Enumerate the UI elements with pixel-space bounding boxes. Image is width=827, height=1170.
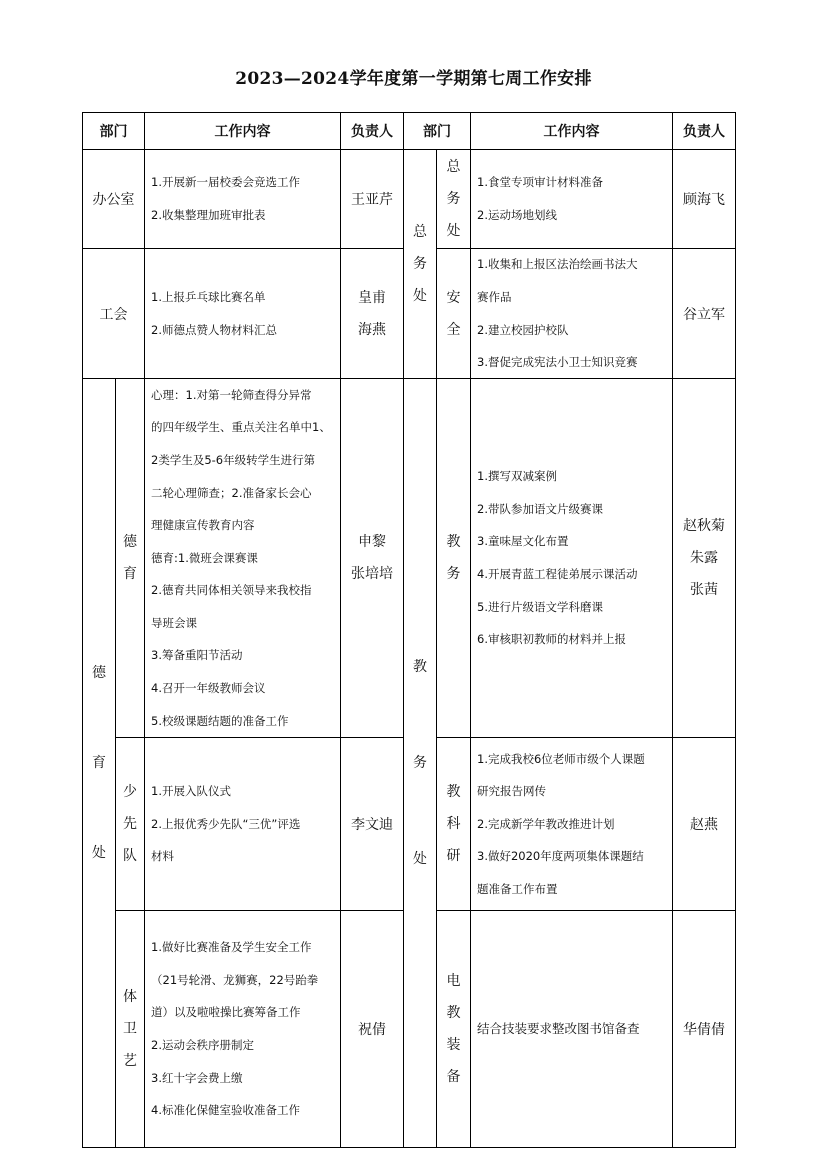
content-line: 的四年级学生、重点关注名单中1、 bbox=[151, 420, 331, 435]
content-line: 3.红十字会费上缴 bbox=[151, 1070, 243, 1085]
person-name: 申黎 bbox=[358, 534, 386, 550]
content-line: 4.开展青蓝工程徒弟展示课活动 bbox=[477, 567, 638, 581]
av-content bbox=[470, 910, 673, 1148]
sub-char: 电 bbox=[446, 973, 461, 989]
sub-char: 体 bbox=[123, 989, 137, 1005]
person-name: 朱露 bbox=[690, 550, 718, 566]
sub-char: 安 bbox=[446, 289, 461, 306]
dept-char: 总 bbox=[413, 224, 427, 240]
sub-safety bbox=[436, 248, 471, 379]
dept-char: 务 bbox=[413, 256, 427, 272]
moral-content bbox=[144, 378, 341, 738]
sub-char: 队 bbox=[123, 848, 137, 864]
dept-char: 处 bbox=[413, 851, 427, 867]
safety-content bbox=[470, 248, 673, 379]
content-line: 1.收集和上报区法治绘画书法大 bbox=[477, 257, 638, 272]
dept-academic-affairs bbox=[403, 378, 437, 1148]
content-line: 2类学生及5-6年级转学生进行第 bbox=[151, 452, 316, 467]
pe-arts-person: 祝倩 bbox=[340, 910, 404, 1148]
content-line: 1.完成我校6位老师市级个人课题 bbox=[477, 751, 645, 766]
academic-content bbox=[470, 378, 673, 738]
sub-char: 教 bbox=[446, 534, 461, 550]
content-line: 理健康宣传教育内容 bbox=[151, 518, 255, 533]
union-content bbox=[144, 248, 341, 379]
content-line: 道）以及啦啦操比赛筹备工作 bbox=[151, 1005, 301, 1020]
content-line: 材料 bbox=[151, 849, 174, 864]
content-line: 2.德育共同体相关领导来我校指 bbox=[151, 583, 312, 598]
sub-char: 科 bbox=[446, 816, 461, 832]
general-content bbox=[470, 149, 673, 249]
sub-char: 德 bbox=[123, 534, 137, 550]
person-name: 张培培 bbox=[351, 566, 393, 582]
sub-char: 务 bbox=[446, 191, 461, 207]
content-line: 题准备工作布置 bbox=[477, 881, 558, 896]
general-person: 顾海飞 bbox=[672, 149, 736, 249]
person-name: 张茜 bbox=[690, 582, 718, 598]
person-name: 海燕 bbox=[358, 321, 386, 338]
sub-char: 全 bbox=[446, 321, 461, 338]
content-line: 2.运动场地划线 bbox=[477, 208, 557, 222]
content-line: 4.标准化保健室验收准备工作 bbox=[151, 1103, 300, 1118]
sub-general-affairs bbox=[436, 149, 471, 249]
sub-char: 少 bbox=[123, 784, 137, 800]
header-person: 负责人 bbox=[340, 112, 404, 150]
sub-char: 育 bbox=[123, 566, 137, 582]
content-line: 导班会课 bbox=[151, 615, 197, 630]
content-line: 心理：1.对第一轮筛查得分异常 bbox=[151, 387, 312, 402]
sub-young-pioneers bbox=[115, 737, 145, 911]
dept-union: 工会 bbox=[82, 248, 145, 379]
person-name: 赵秋菊 bbox=[683, 518, 725, 534]
sub-char: 装 bbox=[446, 1037, 461, 1053]
dept-char: 务 bbox=[413, 755, 427, 771]
sub-moral bbox=[115, 378, 145, 738]
content-line: 2.收集整理加班审批表 bbox=[151, 208, 266, 222]
dept-char: 教 bbox=[413, 659, 427, 675]
header-content: 工作内容 bbox=[144, 112, 341, 150]
sub-char: 研 bbox=[446, 848, 461, 864]
research-person: 赵燕 bbox=[672, 737, 736, 911]
office-person: 王亚芹 bbox=[340, 149, 404, 249]
sub-academic bbox=[436, 378, 471, 738]
pe-arts-content bbox=[144, 910, 341, 1148]
content-line: 3.督促完成宪法小卫士知识竞赛 bbox=[477, 355, 638, 370]
content-line: 结合技装要求整改图书馆备查 bbox=[477, 1020, 640, 1036]
pioneers-person: 李文迪 bbox=[340, 737, 404, 911]
content-line: 1.撰写双减案例 bbox=[477, 469, 557, 484]
header-content-right: 工作内容 bbox=[470, 112, 673, 150]
content-line: 2.完成新学年教改推进计划 bbox=[477, 816, 615, 831]
dept-char: 处 bbox=[92, 845, 106, 861]
dept-char: 处 bbox=[413, 288, 427, 304]
content-line: 3.做好2020年度两项集体课题结 bbox=[477, 849, 644, 864]
content-line: 二轮心理筛查；2.准备家长会心 bbox=[151, 485, 312, 500]
content-line: 2.上报优秀少先队“三优”评选 bbox=[151, 816, 301, 831]
document-title: 2023—2024学年度第一学期第七周工作安排 bbox=[235, 69, 592, 89]
content-line: 2.运动会秩序册制定 bbox=[151, 1038, 254, 1052]
content-line: 2.师德点赞人物材料汇总 bbox=[151, 322, 277, 337]
content-line: 5.进行片级语文学科磨课 bbox=[477, 599, 603, 614]
research-content bbox=[470, 737, 673, 911]
content-line: 2.建立校园护校队 bbox=[477, 322, 569, 337]
academic-person bbox=[672, 378, 736, 738]
content-line: 1.食堂专项审计材料准备 bbox=[477, 175, 603, 190]
content-line: 1.开展入队仪式 bbox=[151, 784, 231, 799]
content-line: 1.上报乒乓球比赛名单 bbox=[151, 289, 266, 304]
dept-moral-education bbox=[82, 378, 116, 1148]
content-line: 1.做好比赛准备及学生安全工作 bbox=[151, 940, 312, 955]
pioneers-content bbox=[144, 737, 341, 911]
sub-char: 卫 bbox=[123, 1021, 137, 1037]
office-content bbox=[144, 149, 341, 249]
sub-char: 先 bbox=[123, 816, 137, 832]
union-person bbox=[340, 248, 404, 379]
content-line: 6.审核职初教师的材料并上报 bbox=[477, 632, 626, 647]
content-line: 4.召开一年级教师会议 bbox=[151, 681, 266, 696]
header-dept-right: 部门 bbox=[403, 112, 471, 150]
content-line: 3.童味屋文化布置 bbox=[477, 534, 569, 549]
sub-char: 艺 bbox=[123, 1053, 137, 1069]
content-line: 赛作品 bbox=[477, 289, 512, 304]
content-line: 1.开展新一届校委会竞选工作 bbox=[151, 175, 300, 190]
sub-char: 处 bbox=[446, 223, 461, 239]
sub-av-equipment bbox=[436, 910, 471, 1148]
sub-char: 务 bbox=[446, 566, 461, 582]
content-line: 3.筹备重阳节活动 bbox=[151, 648, 243, 663]
sub-char: 教 bbox=[446, 784, 461, 800]
sub-research bbox=[436, 737, 471, 911]
dept-char: 德 bbox=[92, 665, 106, 681]
dept-char: 育 bbox=[92, 755, 106, 771]
dept-general-affairs bbox=[403, 149, 437, 379]
av-person: 华倩倩 bbox=[672, 910, 736, 1148]
sub-char: 总 bbox=[446, 159, 461, 175]
safety-person: 谷立军 bbox=[672, 248, 736, 379]
content-line: 2.带队参加语文片级赛课 bbox=[477, 501, 603, 516]
moral-person bbox=[340, 378, 404, 738]
person-name: 皇甫 bbox=[358, 289, 386, 306]
content-line: 研究报告网传 bbox=[477, 784, 546, 799]
header-dept: 部门 bbox=[82, 112, 145, 150]
content-line: 5.校级课题结题的准备工作 bbox=[151, 713, 289, 728]
content-line: （21号轮滑、龙狮赛，22号跆拳 bbox=[151, 972, 319, 987]
sub-char: 备 bbox=[446, 1069, 461, 1085]
content-line: 德育:1.微班会课赛课 bbox=[151, 550, 258, 565]
header-person-right: 负责人 bbox=[672, 112, 736, 150]
sub-pe-health-arts bbox=[115, 910, 145, 1148]
sub-char: 教 bbox=[446, 1005, 461, 1021]
dept-office: 办公室 bbox=[82, 149, 145, 249]
